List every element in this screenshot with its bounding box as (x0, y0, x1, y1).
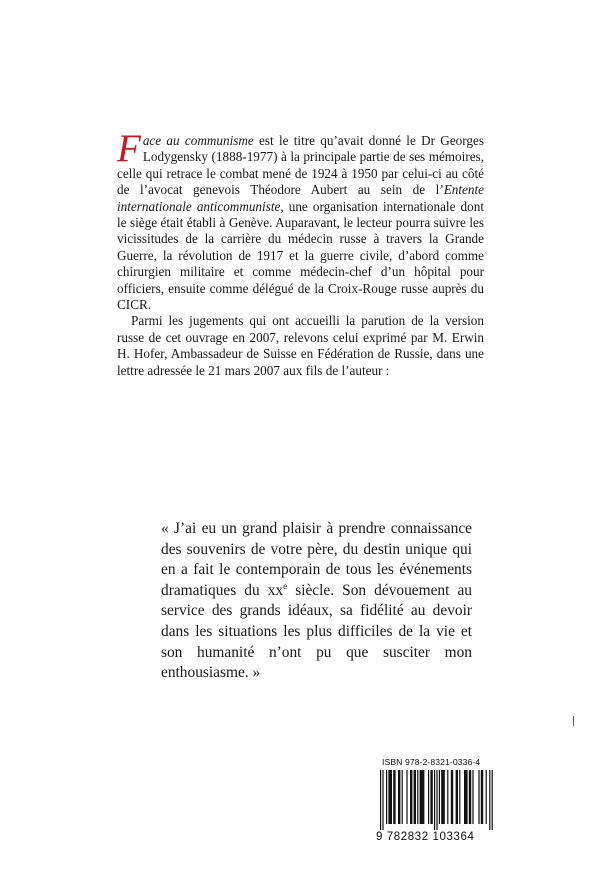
barcode-bar (430, 770, 432, 824)
barcode-bar (489, 770, 490, 830)
intro-paragraph (117, 127, 485, 313)
book-title: ace au communisme (142, 133, 254, 148)
intro-text-1: est le titre qu’avait donné le Dr Georges Lodygensky (1888-1977) à la principale partie de ses mémoires, celle qui retrace le combat mené de 1924 à 1950 par celui-ci au côté de l’avocat genevois Théodore Aubert au sein de l’ (117, 133, 484, 198)
barcode-bar (447, 770, 448, 824)
barcode-bar (492, 770, 493, 830)
barcode-bar (451, 770, 453, 824)
barcode-bar (420, 770, 425, 824)
barcode-bar (436, 770, 437, 830)
drop-cap: F (117, 127, 141, 170)
ambassador-quote (161, 519, 472, 684)
barcode-bar (478, 770, 479, 824)
barcode-bar (402, 770, 403, 824)
trim-mark (573, 716, 574, 726)
quote-part-2: siècle. Son dévouement au service des grands idéaux, sa fidélité au devoir dans les situations les plus difficiles de la vie et son humanité n’ont pu que susciter mon enthousiasme. » (161, 581, 472, 682)
barcode-bar (380, 770, 381, 830)
blurb-text (117, 127, 485, 379)
barcode-bar (481, 770, 483, 824)
barcode-bar (386, 770, 387, 824)
barcode-icon (376, 770, 500, 830)
second-paragraph: Parmi les jugements qui ont accueilli la parution de la version russe de cet ouvrage en 2007, relevons celui exprimé par M. Erwin H. Hofer, Ambassadeur de Suisse en Fédération de Russie, dans une lettre adressée le 21 mars 2007 aux fils de l’auteur : (117, 313, 484, 378)
barcode-bar (469, 770, 471, 824)
century-superscript: e (283, 580, 288, 591)
barcode-bar (388, 770, 392, 824)
barcode-bar (486, 770, 487, 824)
barcode-bar (441, 770, 445, 824)
barcode-bar (393, 770, 395, 824)
intro-text-2: , une organisation internationale dont le siège était établi à Genève. Auparavant, le lecteur pourra suivre les vicissitudes de la carrière du médecin russe à travers la Grande Guerre, la révolution de 1917 et la guerre civile, d’abord comme chirurgien militaire et comme médecin-chef d’un hôpital pour officiers, ensuite comme délégué de la Croix-Rouge russe auprès du CICR. (117, 198, 485, 313)
barcode-bar (398, 770, 400, 824)
quote-part-1: « J’ai eu un grand plaisir à prendre connaissance des souvenirs de votre père, du destin unique qui en a fait le contemporain de tous les événements dramatiques du xx (161, 520, 472, 599)
barcode-bar (414, 770, 416, 824)
isbn-barcode (376, 757, 502, 843)
barcode-digits: 9 782832 103364 (376, 831, 475, 843)
barcode-bar (417, 770, 418, 824)
barcode-bar (382, 770, 383, 830)
barcode-bar (406, 770, 407, 824)
barcode-bar (472, 770, 473, 824)
barcode-bar (434, 770, 435, 830)
barcode-bar (428, 770, 429, 824)
barcode-bar (459, 770, 460, 824)
organization-name: Entente internationale anticommuniste (117, 182, 484, 214)
barcode-bar (464, 770, 468, 824)
barcode-bar (410, 770, 412, 824)
isbn-label: ISBN 978-2-8321-0336-4 (382, 757, 481, 767)
barcode-bar (439, 770, 440, 824)
barcode-bar (456, 770, 458, 824)
